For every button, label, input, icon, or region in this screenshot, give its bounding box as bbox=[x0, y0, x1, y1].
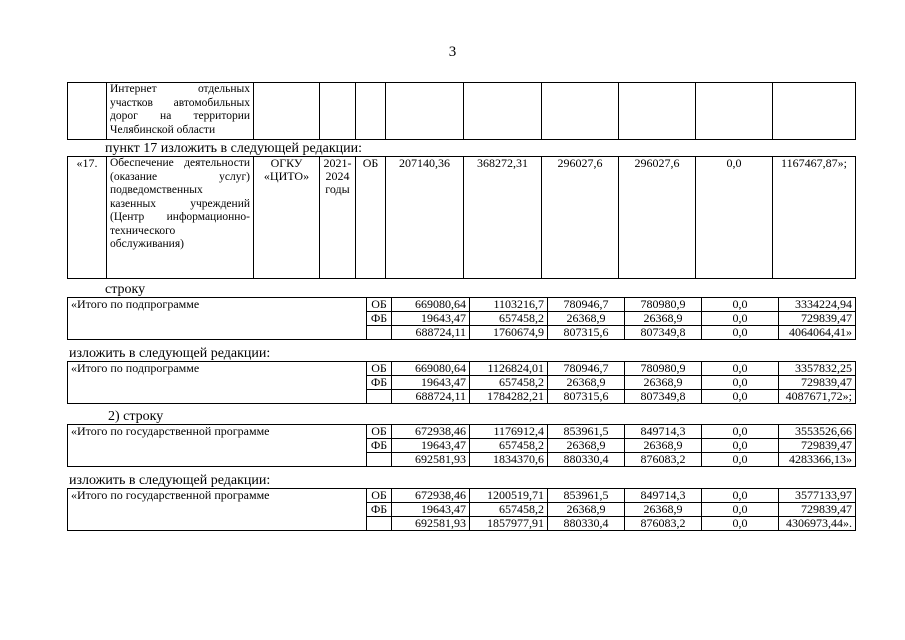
source-code bbox=[367, 517, 392, 531]
value-cell: 26368,9 bbox=[548, 503, 625, 517]
top-row-name: Интернет отдельных участков автомобильных дорог на территории Челябинской области bbox=[107, 83, 254, 140]
value-cell: 688724,11 bbox=[392, 390, 470, 404]
subprogram-total-label: «Итого по подпрограмме bbox=[68, 362, 367, 404]
top-continuation-table bbox=[67, 82, 856, 140]
item17-value: 207140,36 bbox=[386, 157, 464, 279]
value-cell: 672938,46 bbox=[392, 425, 470, 439]
value-cell: 807349,8 bbox=[625, 390, 702, 404]
value-cell: 0,0 bbox=[702, 312, 779, 326]
value-cell: 0,0 bbox=[702, 439, 779, 453]
value-cell: 729839,47 bbox=[779, 503, 856, 517]
value-cell: 1200519,71 bbox=[470, 489, 548, 503]
value-cell: 0,0 bbox=[702, 362, 779, 376]
value-cell: 4087671,72»; bbox=[779, 390, 856, 404]
value-cell: 19643,47 bbox=[392, 503, 470, 517]
instruction-new-edition-2: изложить в следующей редакции: bbox=[69, 473, 271, 488]
value-cell: 0,0 bbox=[702, 390, 779, 404]
cell-empty bbox=[320, 83, 356, 140]
value-cell: 26368,9 bbox=[548, 439, 625, 453]
cell-empty bbox=[773, 83, 856, 140]
cell-empty bbox=[542, 83, 619, 140]
subprogram-total-new-table bbox=[67, 361, 856, 404]
value-cell: 1834370,6 bbox=[470, 453, 548, 467]
value-cell: 729839,47 bbox=[779, 439, 856, 453]
value-cell: 729839,47 bbox=[779, 376, 856, 390]
source-code bbox=[367, 326, 392, 340]
value-cell: 729839,47 bbox=[779, 312, 856, 326]
instruction-new-edition: изложить в следующей редакции: bbox=[69, 346, 271, 361]
value-cell: 4064064,41» bbox=[779, 326, 856, 340]
value-cell: 1857977,91 bbox=[470, 517, 548, 531]
source-code: ФБ bbox=[367, 312, 392, 326]
value-cell: 880330,4 bbox=[548, 517, 625, 531]
value-cell: 0,0 bbox=[702, 503, 779, 517]
item17-value: 1167467,87»; bbox=[773, 157, 856, 279]
value-cell: 26368,9 bbox=[548, 376, 625, 390]
value-cell: 3577133,97 bbox=[779, 489, 856, 503]
source-code: ОБ bbox=[367, 489, 392, 503]
program-total-label: «Итого по государственной программе bbox=[68, 425, 367, 467]
value-cell: 26368,9 bbox=[625, 376, 702, 390]
value-cell: 1176912,4 bbox=[470, 425, 548, 439]
value-cell: 1126824,01 bbox=[470, 362, 548, 376]
value-cell: 780980,9 bbox=[625, 362, 702, 376]
cell-empty bbox=[619, 83, 696, 140]
value-cell: 688724,11 bbox=[392, 326, 470, 340]
item17-table bbox=[67, 156, 856, 279]
value-cell: 26368,9 bbox=[625, 439, 702, 453]
source-code: ФБ bbox=[367, 439, 392, 453]
source-code: ОБ bbox=[367, 298, 392, 312]
source-code: ОБ bbox=[367, 362, 392, 376]
value-cell: 19643,47 bbox=[392, 439, 470, 453]
value-cell: 669080,64 bbox=[392, 362, 470, 376]
value-cell: 853961,5 bbox=[548, 425, 625, 439]
source-code bbox=[367, 390, 392, 404]
value-cell: 0,0 bbox=[702, 298, 779, 312]
item17-executor: ОГКУ «ЦИТО» bbox=[254, 157, 320, 279]
item17-value: 368272,31 bbox=[464, 157, 542, 279]
value-cell: 657458,2 bbox=[470, 439, 548, 453]
value-cell: 0,0 bbox=[702, 453, 779, 467]
value-cell: 0,0 bbox=[702, 517, 779, 531]
source-code bbox=[367, 453, 392, 467]
value-cell: 876083,2 bbox=[625, 517, 702, 531]
item17-source: ОБ bbox=[356, 157, 386, 279]
program-total-old-table bbox=[67, 424, 856, 467]
value-cell: 1784282,21 bbox=[470, 390, 548, 404]
item17-value: 0,0 bbox=[696, 157, 773, 279]
value-cell: 1760674,9 bbox=[470, 326, 548, 340]
value-cell: 880330,4 bbox=[548, 453, 625, 467]
value-cell: 853961,5 bbox=[548, 489, 625, 503]
cell-empty bbox=[386, 83, 464, 140]
value-cell: 3357832,25 bbox=[779, 362, 856, 376]
value-cell: 657458,2 bbox=[470, 503, 548, 517]
value-cell: 19643,47 bbox=[392, 376, 470, 390]
value-cell: 672938,46 bbox=[392, 489, 470, 503]
cell-empty bbox=[464, 83, 542, 140]
value-cell: 692581,93 bbox=[392, 517, 470, 531]
page-number: 3 bbox=[448, 44, 457, 60]
value-cell: 0,0 bbox=[702, 376, 779, 390]
value-cell: 780980,9 bbox=[625, 298, 702, 312]
source-code: ОБ bbox=[367, 425, 392, 439]
value-cell: 0,0 bbox=[702, 326, 779, 340]
value-cell: 26368,9 bbox=[625, 312, 702, 326]
source-code: ФБ bbox=[367, 376, 392, 390]
source-code: ФБ bbox=[367, 503, 392, 517]
value-cell: 692581,93 bbox=[392, 453, 470, 467]
value-cell: 780946,7 bbox=[548, 362, 625, 376]
item17-name: Обеспечение деятельности (оказание услуг) подведомственных казенных учреждений (Центр информационно-технического обслуживания) bbox=[107, 157, 254, 279]
value-cell: 26368,9 bbox=[625, 503, 702, 517]
value-cell: 849714,3 bbox=[625, 425, 702, 439]
item17-period: 2021-2024 годы bbox=[320, 157, 356, 279]
item17-value: 296027,6 bbox=[542, 157, 619, 279]
value-cell: 1103216,7 bbox=[470, 298, 548, 312]
program-total-label: «Итого по государственной программе bbox=[68, 489, 367, 531]
value-cell: 4283366,13» bbox=[779, 453, 856, 467]
value-cell: 876083,2 bbox=[625, 453, 702, 467]
value-cell: 19643,47 bbox=[392, 312, 470, 326]
instruction-line-2: 2) строку bbox=[108, 409, 164, 424]
value-cell: 807315,6 bbox=[548, 326, 625, 340]
cell-empty bbox=[696, 83, 773, 140]
value-cell: 0,0 bbox=[702, 489, 779, 503]
value-cell: 4306973,44». bbox=[779, 517, 856, 531]
value-cell: 26368,9 bbox=[548, 312, 625, 326]
value-cell: 657458,2 bbox=[470, 376, 548, 390]
cell-empty bbox=[356, 83, 386, 140]
value-cell: 669080,64 bbox=[392, 298, 470, 312]
value-cell: 3553526,66 bbox=[779, 425, 856, 439]
value-cell: 657458,2 bbox=[470, 312, 548, 326]
value-cell: 807349,8 bbox=[625, 326, 702, 340]
instruction-line: строку bbox=[105, 282, 146, 297]
program-total-new-table bbox=[67, 488, 856, 531]
value-cell: 849714,3 bbox=[625, 489, 702, 503]
value-cell: 3334224,94 bbox=[779, 298, 856, 312]
item17-number: «17. bbox=[68, 157, 107, 279]
subprogram-total-old-table bbox=[67, 297, 856, 340]
item17-value: 296027,6 bbox=[619, 157, 696, 279]
value-cell: 807315,6 bbox=[548, 390, 625, 404]
subprogram-total-label: «Итого по подпрограмме bbox=[68, 298, 367, 340]
value-cell: 0,0 bbox=[702, 425, 779, 439]
cell-empty bbox=[254, 83, 320, 140]
instruction-item17: пункт 17 изложить в следующей редакции: bbox=[105, 141, 362, 156]
cell-empty bbox=[68, 83, 107, 140]
value-cell: 780946,7 bbox=[548, 298, 625, 312]
